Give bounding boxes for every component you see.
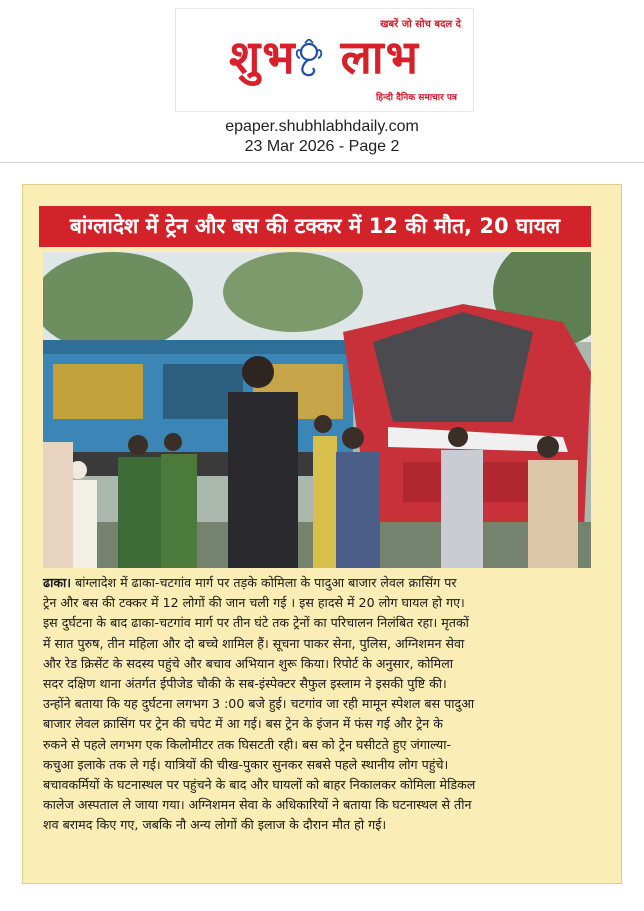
article-line: बचावकर्मियों के घटनास्थल पर पहुंचने के बाद और घायलों को बाहर निकालकर कोमिला मेडिकल bbox=[43, 777, 476, 793]
article-line: उन्होंने बताया कि यह दुर्घटना लगभग 3 :00 बजे हुई। चटगांव जा रही मामून स्पेशल बस पादुआ bbox=[43, 696, 475, 712]
article-headline: बांग्लादेश में ट्रेन और बस की टक्कर में 12 की मौत, 20 घायल bbox=[39, 206, 591, 247]
article-first-line bbox=[43, 573, 599, 593]
news-clipping bbox=[22, 184, 622, 884]
article-line: कालेज अस्पताल ले जाया गया। अग्निशमन सेवा के अधिकारियों ने बताया कि घटनास्थल से तीन bbox=[43, 797, 472, 813]
article-body bbox=[43, 573, 599, 836]
article-line: बांग्लादेश में ढाका-चटगांव मार्ग पर तड़के कोमिला के पादुआ बाजार लेवल क्रासिंग पर bbox=[71, 575, 457, 590]
article-line: में सात पुरुष, तीन महिला और दो बच्चे शामिल हैं। सूचना पाकर सेना, पुलिस, अग्निशमन सेवा bbox=[43, 635, 465, 651]
article-line: कचुआ इलाके तक ले गई। यात्रियों की चीख-पुकार सुनकर सबसे पहले स्थानीय लोग पहुंचे। bbox=[43, 756, 449, 772]
article-line: शव बरामद किए गए, जबकि नौ अन्य लोगों की इलाज के दौरान मौत हो गई। bbox=[43, 817, 387, 833]
ganesha-logo-icon bbox=[292, 39, 326, 79]
accident-photo bbox=[43, 252, 591, 568]
article-line: इस दुर्घटना के बाद ढाका-चटगांव मार्ग पर तीन घंटे तक ट्रेनों का परिचालन निलंबित रहा। मृतकों bbox=[43, 615, 469, 631]
masthead-title-right: लाभ bbox=[340, 30, 421, 84]
masthead-subtitle: हिन्दी दैनिक समाचार पत्र bbox=[375, 93, 457, 103]
article-dateline: ढाका। bbox=[43, 575, 72, 590]
page-info: 23 Mar 2026 - Page 2 bbox=[244, 138, 400, 155]
article-line: ट्रेन और बस की टक्कर में 12 लोगों की जान चली गई । इस हादसे में 20 लोग घायल हो गए। bbox=[43, 595, 465, 611]
article-line: सदर दक्षिण थाना अंतर्गत ईपीजेड चौकी के सब-इंस्पेक्टर सैफुल इस्लाम ने इसकी पुष्टि की। bbox=[43, 676, 447, 692]
article-line: रुकने से पहले लगभग एक किलोमीटर तक घिसटती रही। बस को ट्रेन घसीटते हुए जंगाल्या- bbox=[43, 736, 452, 752]
site-url[interactable]: epaper.shubhlabhdaily.com bbox=[225, 118, 419, 135]
masthead bbox=[175, 8, 474, 112]
masthead-tagline: खबरें जो सोच बदल दे bbox=[380, 19, 461, 30]
header-divider bbox=[0, 162, 644, 163]
article-line: बाजार लेवल क्रासिंग पर ट्रेन की चपेट में आ गई। बस ट्रेन के इंजन में फंस गई और ट्रेन के bbox=[43, 716, 443, 732]
article-line: और रेड क्रिसेंट के सदस्य पहुंचे और बचाव अभियान शुरू किया। रिपोर्ट के अनुसार, कोमिला bbox=[43, 655, 453, 671]
masthead-title-left: शुभ bbox=[228, 30, 297, 84]
